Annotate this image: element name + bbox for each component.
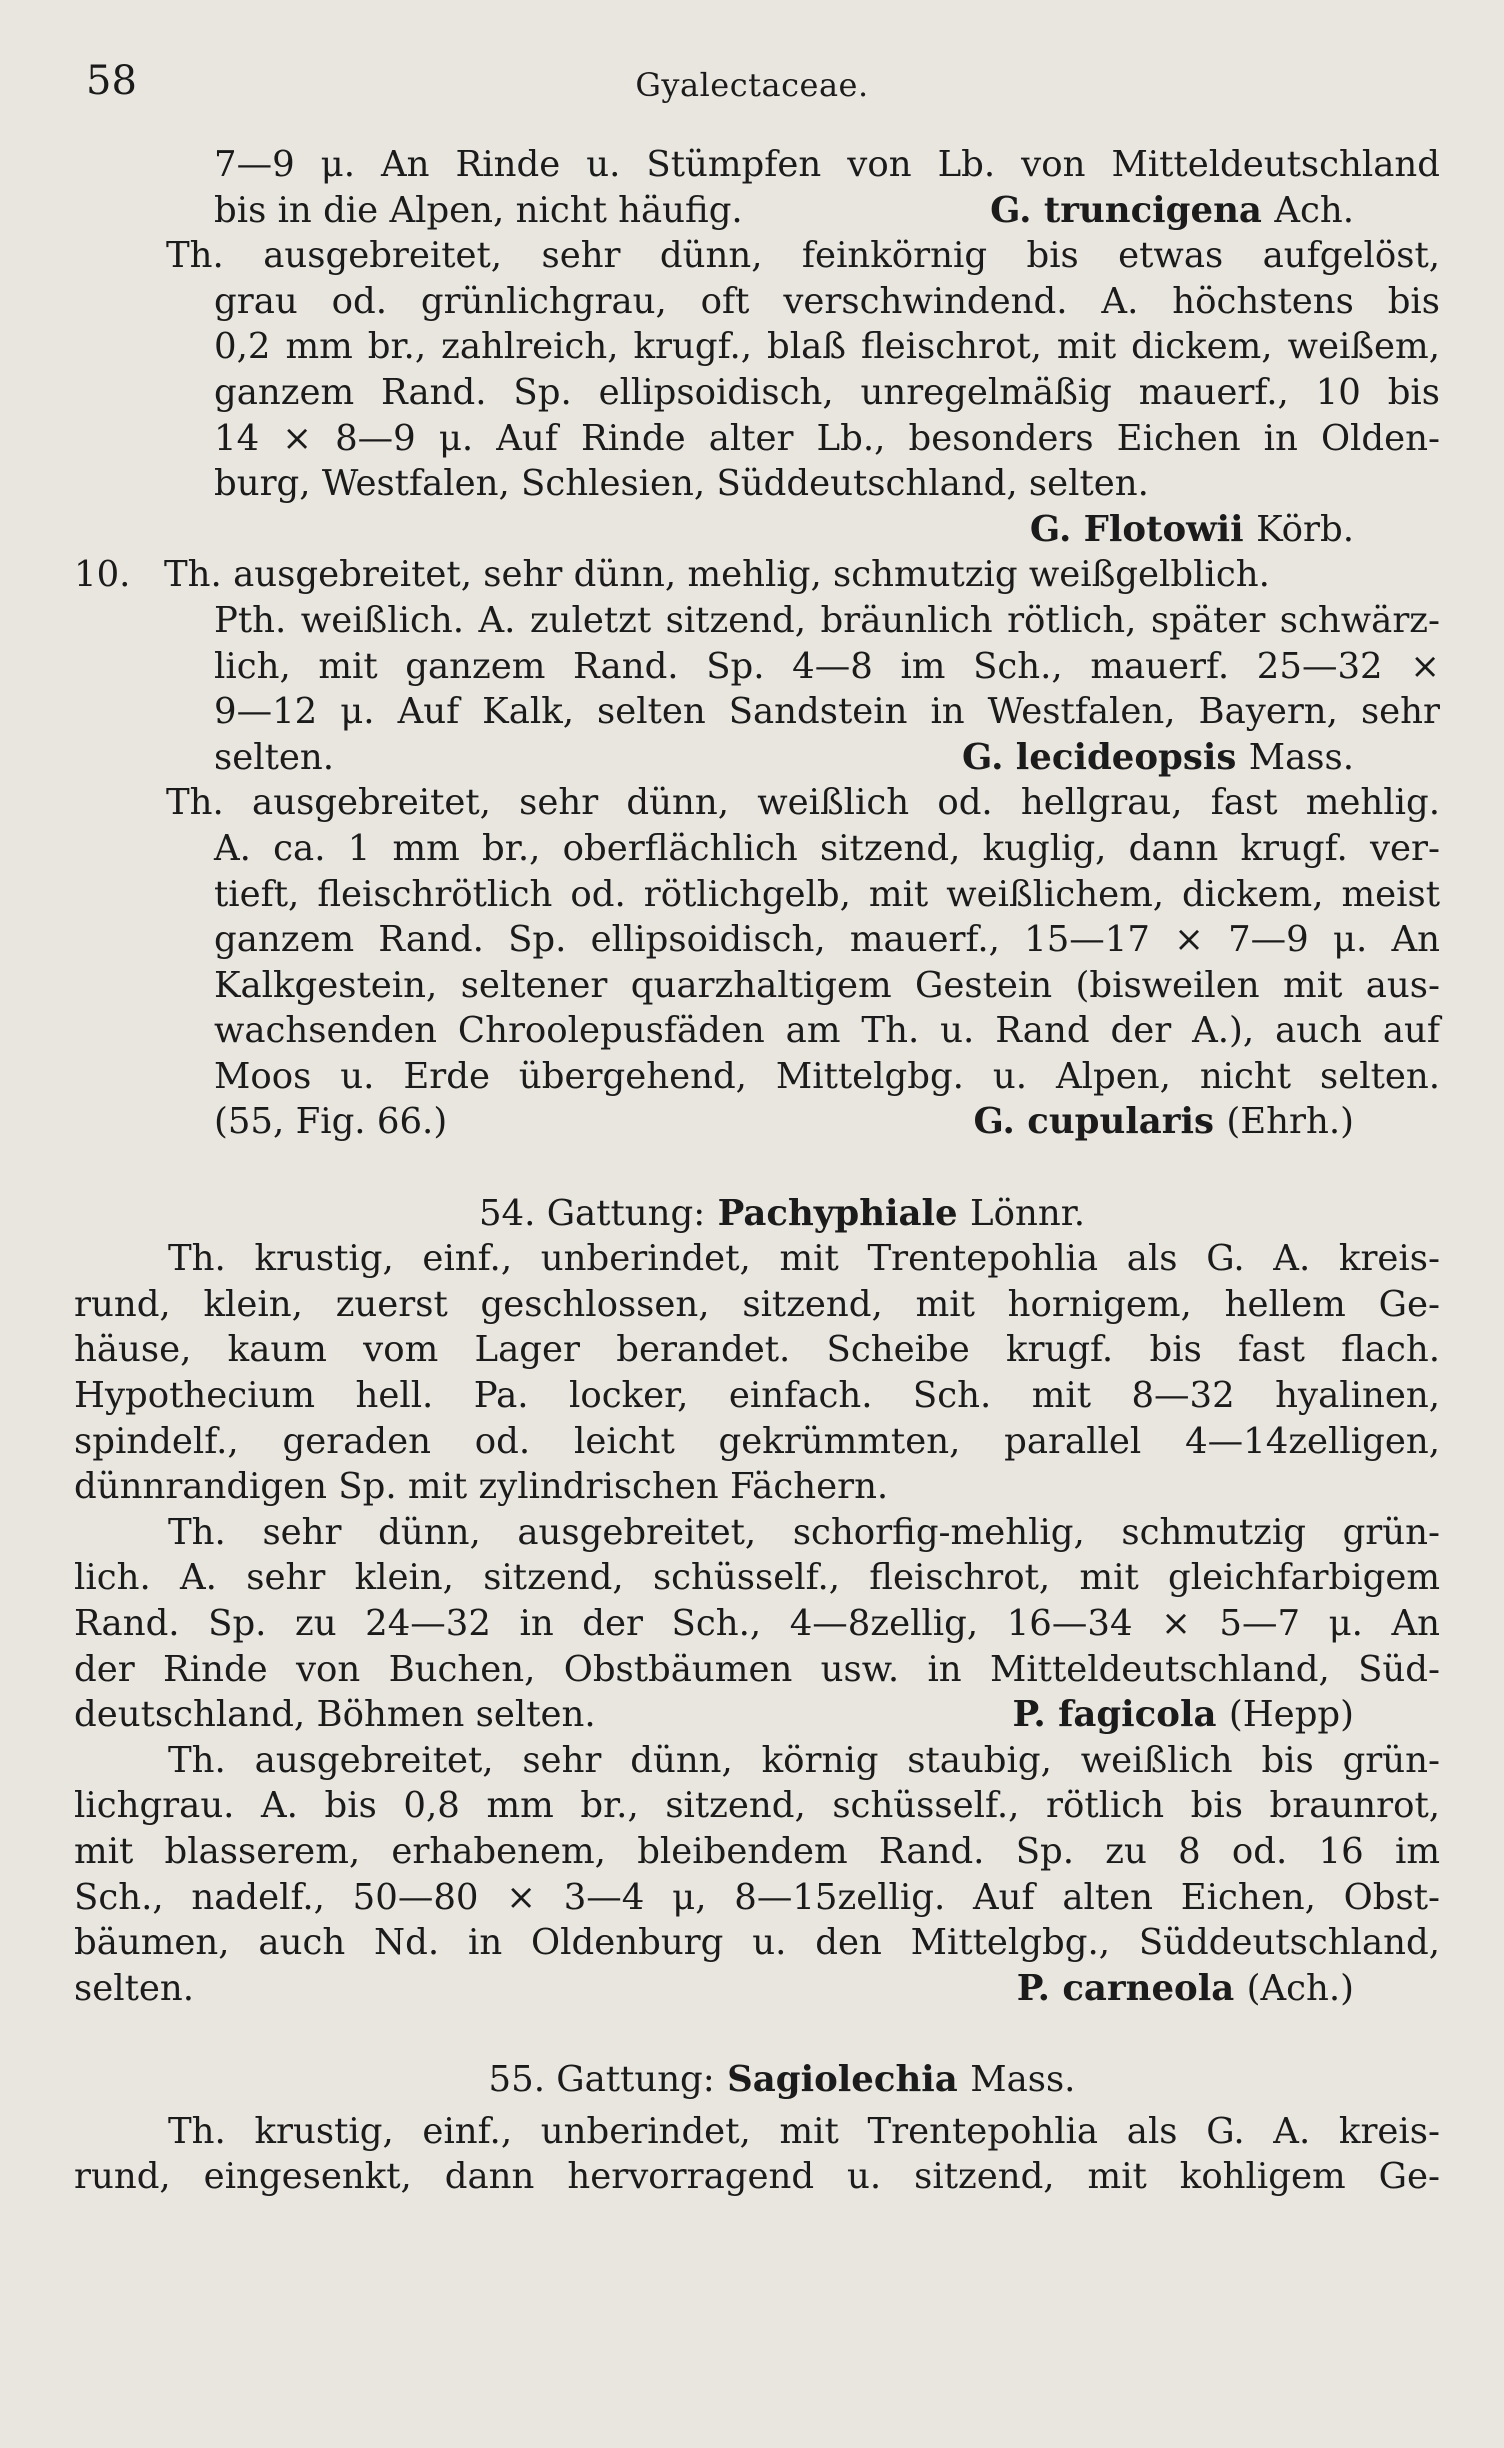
line-text: ganzem Rand. Sp. ellipsoidisch, mauerf., 15—17 × 7—9 μ. An [214,919,1440,961]
text-line [74,461,1440,507]
line-text: wachsenden Chroolepusfäden am Th. u. Rand der A.), auch auf [214,1010,1440,1052]
line-text: Th. ausgebreitet, sehr dünn, körnig staubig, weißlich bis grün- [168,1739,1440,1781]
text-line [74,689,1440,735]
genus-heading-name: Sagiolechia [727,2058,958,2100]
text-line [74,1327,1440,1373]
line-text: häuse, kaum vom Lager berandet. Scheibe krugf. bis fast flach. [74,1329,1440,1371]
line-text: tieft, fleischrötlich od. rötlichgelb, mit weißlichem, dickem, meist [214,873,1440,915]
text-line [74,2109,1440,2155]
species-name: G. Flotowii [1029,508,1244,550]
line-text: burg, Westfalen, Schlesien, Süddeutschland, selten. [214,463,1149,505]
species-name: G. truncigena [990,189,1262,231]
text-line [74,1373,1440,1419]
species-author: Ach. [1274,189,1354,231]
page-body [74,142,1440,2200]
line-text: 9—12 μ. Auf Kalk, selten Sandstein in Westfalen, Bayern, sehr [214,691,1440,733]
line-text: Kalkgestein, seltener quarzhaltigem Gestein (bisweilen mit aus- [214,964,1440,1006]
page-number: 58 [86,58,137,104]
text-line [74,1099,1440,1145]
text-line [74,1236,1440,1282]
genus-heading-author: Mass. [970,2058,1076,2100]
text-line [74,735,1440,781]
line-text: Sch., nadelf., 50—80 × 3—4 μ, 8—15zellig. Auf alten Eichen, Obst- [74,1876,1440,1918]
text-line [74,826,1440,872]
text-line [74,2154,1440,2200]
line-text: Moos u. Erde übergehend, Mittelgbg. u. Alpen, nicht selten. [214,1055,1440,1097]
species-name: P. fagicola [1012,1694,1217,1736]
text-line [74,142,1440,188]
genus-heading [74,1191,1440,1237]
line-text: mit blasserem, erhabenem, bleibendem Rand. Sp. zu 8 od. 16 im [74,1830,1440,1872]
text-line [74,1829,1440,1875]
line-text: deutschland, Böhmen selten. [74,1694,596,1736]
line-text: Pth. weißlich. A. zuletzt sitzend, bräunlich rötlich, später schwärz- [214,599,1440,641]
text-line [74,872,1440,918]
text-line [74,1555,1440,1601]
line-text: bis in die Alpen, nicht häufig. [214,189,743,231]
species-name: G. cupularis [973,1101,1214,1143]
text-line [74,1601,1440,1647]
species-citation [334,735,1440,781]
key-number: 10. [74,554,131,596]
line-text: lich. A. sehr klein, sitzend, schüsself., fleischrot, mit gleichfarbigem [74,1557,1440,1599]
text-line [74,1464,1440,1510]
text-line [74,1008,1440,1054]
text-line [74,780,1440,826]
line-text: Rand. Sp. zu 24—32 in der Sch., 4—8zellig, 16—34 × 5—7 μ. An [74,1603,1440,1644]
species-citation [743,188,1440,234]
line-text: Th. krustig, einf., unberindet, mit Trentepohlia als G. A. kreis- [168,1238,1440,1280]
line-text: selten. [214,736,335,778]
species-author: Mass. [1248,736,1354,778]
line-text: ganzem Rand. Sp. ellipsoidisch, unregelmäßig mauerf., 10 bis [214,371,1440,413]
text-line [74,279,1440,325]
genus-heading-author: Lönnr. [970,1192,1086,1234]
line-text: Th. krustig, einf., unberindet, mit Trentepohlia als G. A. kreis- [168,2110,1440,2152]
species-author: (Ehrh.) [1226,1101,1354,1143]
species-author: (Hepp) [1228,1694,1354,1736]
text-line [74,507,1440,553]
species-citation [596,1692,1440,1738]
genus-heading-name: Pachyphiale [717,1192,958,1234]
line-text: Th. ausgebreitet, sehr dünn, feinkörnig bis etwas aufgelöst, [166,235,1440,277]
species-author: (Ach.) [1246,1967,1354,2009]
text-line [74,1054,1440,1100]
line-text: spindelf., geraden od. leicht gekrümmten, parallel 4—14zelligen, [74,1420,1440,1462]
text-line [74,552,1440,598]
running-title: Gyalectaceae. [635,66,869,104]
genus-heading-prefix: 55. Gattung: [488,2058,715,2100]
line-text: Th. sehr dünn, ausgebreitet, schorfig-mehlig, schmutzig grün- [168,1511,1440,1553]
text-line [74,416,1440,462]
line-text: dünnrandigen Sp. mit zylindrischen Fächern. [74,1466,889,1508]
genus-heading-prefix: 54. Gattung: [478,1192,706,1234]
line-text: lichgrau. A. bis 0,8 mm br., sitzend, schüsself., rötlich bis braunrot, [74,1785,1440,1827]
text-line [74,1783,1440,1829]
line-text: bäumen, auch Nd. in Oldenburg u. den Mittelgbg., Süddeutschland, [74,1922,1440,1964]
species-author: Körb. [1256,508,1354,550]
text-line [74,1875,1440,1921]
page-header [0,58,1504,108]
species-citation [447,1099,1440,1145]
line-text: rund, eingesenkt, dann hervorragend u. sitzend, mit kohligem Ge- [74,2156,1440,2198]
text-line [74,233,1440,279]
text-line [74,1419,1440,1465]
text-line [74,1510,1440,1556]
line-text: rund, klein, zuerst geschlossen, sitzend, mit hornigem, hellem Ge- [74,1283,1440,1325]
text-line [74,598,1440,644]
line-text: selten. [74,1967,195,2009]
text-line [74,1738,1440,1784]
line-text: 0,2 mm br., zahlreich, krugf., blaß fleischrot, mit dickem, weißem, [214,326,1440,368]
line-text: grau od. grünlichgrau, oft verschwindend. A. höchstens bis [214,280,1440,322]
line-text: Hypothecium hell. Pa. locker, einfach. Sch. mit 8—32 hyalinen, [74,1375,1440,1417]
text-line [74,370,1440,416]
line-text: 14 × 8—9 μ. Auf Rinde alter Lb., besonders Eichen in Olden- [214,417,1440,459]
text-line [74,324,1440,370]
text-line [74,963,1440,1009]
line-text: 7—9 μ. An Rinde u. Stümpfen von Lb. von Mitteldeutschland [214,144,1440,185]
line-text: der Rinde von Buchen, Obstbäumen usw. in Mitteldeutschland, Süd- [74,1648,1440,1690]
text-line [74,1966,1440,2012]
text-line [74,188,1440,234]
species-name: G. lecideopsis [962,736,1237,778]
line-text: lich, mit ganzem Rand. Sp. 4—8 im Sch., mauerf. 25—32 × [214,645,1440,687]
line-text: Th. ausgebreitet, sehr dünn, mehlig, schmutzig weißgelblich. [164,554,1270,596]
text-line [74,1920,1440,1966]
line-text: A. ca. 1 mm br., oberflächlich sitzend, kuglig, dann krugf. ver- [214,827,1440,869]
text-line [74,917,1440,963]
species-citation [194,1966,1440,2012]
line-text: (55, Fig. 66.) [214,1101,448,1143]
text-line [74,1692,1440,1738]
genus-heading [74,2057,1440,2103]
text-line [74,644,1440,690]
text-line [74,1282,1440,1328]
line-text: Th. ausgebreitet, sehr dünn, weißlich od. hellgrau, fast mehlig. [166,782,1440,824]
species-name: P. carneola [1016,1967,1235,2009]
text-line [74,1647,1440,1693]
